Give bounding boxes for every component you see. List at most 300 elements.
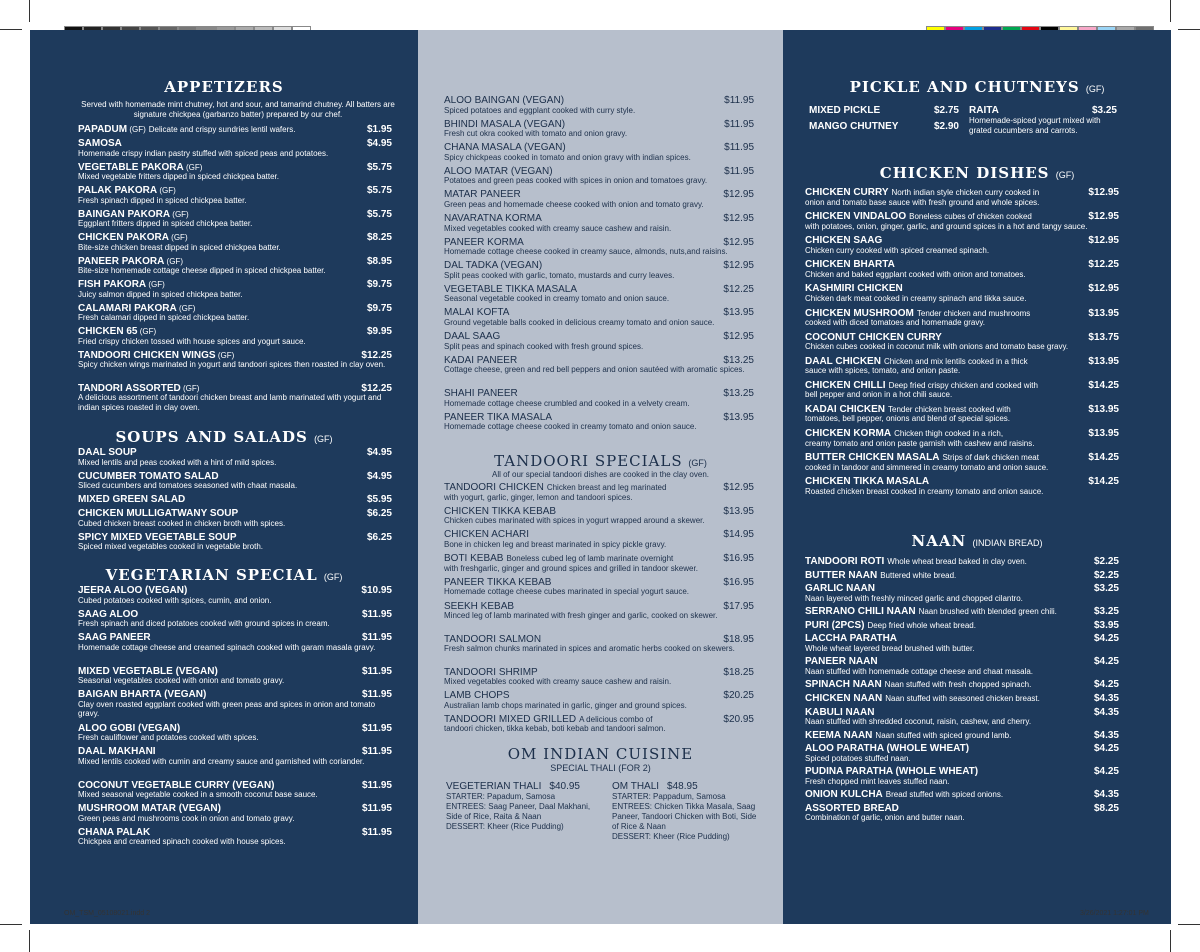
menu-item-inline-desc: Naan stuffed with fresh chopped spinach. <box>884 680 1032 690</box>
menu-item-name: KADAI CHICKEN <box>805 403 885 415</box>
menu-item <box>444 238 754 257</box>
menu-item-price: $13.95 <box>723 411 754 423</box>
menu-item-desc: Bone in chicken leg and breast marinated in spicy pickle gravy. <box>444 539 667 549</box>
menu-item-price: $11.95 <box>361 665 392 677</box>
menu-item <box>78 667 392 686</box>
menu-item-name: TANDOORI ROTI <box>805 556 885 567</box>
menu-item-price: $4.25 <box>1093 743 1119 755</box>
menu-item-desc: Green peas and homemade cheese cooked with onion and tomato gravy. <box>444 199 704 209</box>
menu-item-price: $13.25 <box>723 388 754 400</box>
thali-entrees: ENTREES: Chicken Tikka Masala, Saag Paneer, Tandoori Chicken with Boti, Side of Rice & Naan <box>612 802 757 831</box>
menu-item-price: $5.95 <box>366 494 392 505</box>
menu-item-name: CHICKEN MUSHROOM <box>805 307 914 319</box>
menu-item-desc: Mixed vegetables cooked with creamy sauce cashew and raisin. <box>444 223 672 233</box>
menu-item-price: $18.25 <box>723 666 754 678</box>
menu-item-price: $2.25 <box>1093 556 1119 567</box>
menu-item-price: $3.95 <box>1093 619 1119 631</box>
crop-mark <box>1170 0 1171 22</box>
menu-item-price: $4.35 <box>1093 706 1119 718</box>
menu-item-name: COCONUT VEGETABLE CURRY (VEGAN) <box>78 779 275 791</box>
menu-item-price: $12.95 <box>723 482 754 493</box>
menu-item-price: $12.95 <box>1088 187 1119 198</box>
appetizers-section <box>30 78 418 96</box>
panel-left <box>30 30 418 924</box>
menu-item-desc: Sliced cucumbers and tomatoes seasoned with chaat masala. <box>78 481 298 490</box>
menu-item-price: $4.95 <box>366 470 392 482</box>
menu-item-tag: (GF) <box>171 233 188 242</box>
menu-item <box>78 533 392 552</box>
menu-item-price: $4.25 <box>1093 656 1119 668</box>
menu-item <box>78 610 392 629</box>
menu-item-desc: with freshgarlic, ginger and ground spices and grilled in tandoor skewer. <box>444 563 698 573</box>
om-subtitle: SPECIAL THALI (FOR 2) <box>550 763 651 773</box>
menu-item-price: $12.95 <box>723 260 754 272</box>
menu-item-price: $8.95 <box>366 255 392 267</box>
menu-item-inline-desc: Boneless cubes of chicken cooked <box>909 212 1032 222</box>
menu-item <box>78 828 392 847</box>
menu-item-price: $13.95 <box>1088 307 1119 319</box>
menu-item-price: $13.95 <box>723 307 754 319</box>
raita-desc: Homemade-spiced yogurt mixed with grated cucumbers and carrots. <box>969 116 1101 135</box>
menu-item-price: $11.95 <box>724 142 754 154</box>
menu-item-name: DAL TADKA (VEGAN) <box>444 260 543 272</box>
menu-item <box>805 453 1119 472</box>
thali-dessert: DESSERT: Kheer (Rice Pudding) <box>612 832 730 841</box>
menu-item-desc: Spiced potatoes stuffed naan. <box>805 753 911 763</box>
menu-item-desc: Fresh chopped mint leaves stuffed naan. <box>805 776 950 786</box>
menu-item-name: CHICKEN KORMA <box>805 428 892 439</box>
menu-item-desc: Clay oven roasted eggplant cooked with green peas and spices in onion and tomato gravy. <box>78 699 376 718</box>
menu-item-inline-desc: Buttered white bread. <box>880 570 957 580</box>
menu-item-price: $3.25 <box>1093 583 1119 595</box>
menu-item <box>444 602 754 621</box>
menu-item-price: $12.25 <box>723 283 754 295</box>
menu-item-desc: Chicken curry cooked with spiced creamed spinach. <box>805 245 990 255</box>
menu-item-name: PANEER TIKKA KEBAB <box>444 576 552 588</box>
menu-item-price: $13.95 <box>1088 403 1119 415</box>
menu-item <box>78 304 392 323</box>
menu-item-price: $20.25 <box>723 690 754 702</box>
menu-item-name: MATAR PANEER <box>444 189 521 201</box>
menu-item-price: $4.95 <box>366 138 392 149</box>
menu-item-desc: Split peas and spinach cooked with fresh ground spices. <box>444 341 644 351</box>
menu-item-desc: Cottage cheese, green and red bell peppers and onion sautéed with aromatic spices. <box>444 365 745 375</box>
menu-item <box>444 214 754 233</box>
menu-item-name: SEEKH KEBAB <box>444 600 515 612</box>
menu-item-name: JEERA ALOO (VEGAN) <box>78 585 188 596</box>
menu-item-price: $12.25 <box>1088 259 1119 271</box>
menu-item-price: $5.75 <box>366 208 392 220</box>
menu-item-desc: creamy tomato and onion paste garnish with cashew and raisins. <box>805 438 1035 448</box>
menu-item-desc: Ground vegetable balls cooked in delicious creamy tomato and onion sauce. <box>444 317 715 327</box>
menu-item-name: PAPADUM <box>78 124 128 135</box>
menu-item <box>78 280 392 299</box>
menu-item <box>78 586 392 605</box>
menu-item <box>805 708 1119 727</box>
menu-item-desc: bell pepper and onion in a hot chili sauce. <box>805 390 953 400</box>
menu-item-price: $13.95 <box>723 505 754 517</box>
menu-item-desc: Seasonal vegetable cooked in creamy tomato and onion sauce. <box>444 294 670 304</box>
menu-item <box>805 680 1119 690</box>
menu-item <box>444 332 754 351</box>
menu-item <box>444 96 754 115</box>
menu-item-name: SHAHI PANEER <box>444 388 518 400</box>
appetizers-note: Served with homemade mint chutney, hot and sour, and tamarind chutney. All batters are signature chickpea (garbanzo batter) prepared by our chef. <box>81 100 395 119</box>
thali-entrees: ENTREES: Saag Paneer, Daal Makhani, Side of Rice, Raita & Naan <box>446 802 591 821</box>
crop-mark <box>29 930 30 952</box>
menu-item <box>805 212 1119 231</box>
menu-item-price: $12.95 <box>1088 211 1119 223</box>
crop-mark <box>0 924 22 925</box>
menu-item <box>805 657 1119 676</box>
menu-item-inline-desc: Whole wheat bread baked in clay oven. <box>887 557 1027 566</box>
menu-item-price: $11.95 <box>361 746 392 757</box>
menu-item <box>444 285 754 304</box>
panel-middle <box>418 30 783 924</box>
menu-item-price: $9.75 <box>366 279 392 290</box>
menu-item-price: $13.75 <box>1088 331 1119 343</box>
menu-item-name: CHICKEN ACHARI <box>444 529 530 541</box>
thali-vegetarian <box>446 782 606 832</box>
menu-item <box>444 389 754 408</box>
menu-item-name: BAINGAN PAKORA <box>78 208 171 220</box>
menu-item-desc: Fresh calamari dipped in spiced chickpea batter. <box>78 313 250 322</box>
menu-item-desc: Mixed lentils and peas cooked with a hint of mild spices. <box>78 457 277 467</box>
menu-item-name: CHICKEN CHILLI <box>805 379 886 391</box>
menu-item-price: $11.95 <box>724 118 754 130</box>
menu-item-price: $9.95 <box>366 326 392 337</box>
crop-mark <box>29 0 30 22</box>
menu-item-price: $13.95 <box>1088 355 1119 367</box>
menu-item <box>805 607 1119 617</box>
naan-title: NAAN (INDIAN BREAD) <box>911 532 1043 550</box>
menu-item-desc: Chicken dark meat cooked in creamy spinach and tikka sauce. <box>805 293 1027 303</box>
menu-item <box>78 448 392 467</box>
menu-item-name: LACCHA PARATHA <box>805 633 898 645</box>
menu-item-tag: (GF) <box>185 162 203 172</box>
menu-item <box>444 167 754 186</box>
menu-item-desc: Spicy chickpeas cooked in tomato and onion gravy with indian spices. <box>444 152 691 162</box>
footer-file-label: OM_TSM_05108021.indd 2 <box>64 910 150 917</box>
menu-item-desc: Split peas cooked with garlic, tomato, mustards and curry leaves. <box>444 270 675 280</box>
crop-mark <box>1178 29 1200 30</box>
menu-item <box>805 694 1119 704</box>
menu-item <box>805 309 1119 328</box>
menu-item <box>805 584 1119 603</box>
menu-item-name: LAMB CHOPS <box>444 690 510 702</box>
menu-item-inline-desc: Deep fried whole wheat bread. <box>867 620 976 630</box>
menu-item <box>78 633 392 652</box>
menu-item-desc: Homemade crispy indian pastry stuffed with spiced peas and potatoes. <box>78 148 329 158</box>
menu-item <box>805 284 1119 303</box>
panel-right <box>783 30 1171 924</box>
menu-item-name: BUTTER NAAN <box>805 569 878 581</box>
menu-item-price: $11.95 <box>724 165 754 177</box>
menu-item-price: $13.95 <box>1088 428 1119 439</box>
menu-item <box>444 507 754 526</box>
menu-item-name: ALOO PARATHA (WHOLE WHEAT) <box>805 743 970 755</box>
menu-item-desc: Chicken cubes cooked in coconut milk with onions and tomato base gravy. <box>805 342 1069 352</box>
menu-item-price: $11.95 <box>724 95 754 106</box>
menu-item <box>805 188 1119 207</box>
menu-item <box>444 554 754 573</box>
menu-item-name: BAIGAN BHARTA (VEGAN) <box>78 689 207 700</box>
menu-item-inline-desc: Naan stuffed with spiced ground lamb. <box>875 730 1012 740</box>
menu-item-name: TANDOORI CHICKEN <box>444 482 544 493</box>
menu-item <box>805 804 1119 823</box>
menu-item <box>78 495 392 505</box>
menu-item-desc: Homemade cottage cheese cooked in creamy tomato and onion sauce. <box>444 422 697 432</box>
chicken-title: CHICKEN DISHES (GF) <box>879 164 1075 182</box>
menu-item-name: CHICKEN PAKORA <box>78 232 169 243</box>
menu-item <box>444 356 754 375</box>
menu-item-name: SPICY MIXED VEGETABLE SOUP <box>78 531 237 543</box>
menu-item <box>805 731 1119 741</box>
tandoori-note: All of our special tandoori dishes are cooked in the clay oven. <box>491 470 709 479</box>
menu-item-desc: Australian lamb chops marinated in garlic, ginger and ground spices. <box>444 700 687 710</box>
menu-item-name: CHANA MASALA (VEGAN) <box>444 142 566 154</box>
menu-item-name: SERRANO CHILI NAAN <box>805 606 916 618</box>
menu-item-name: PANEER NAAN <box>805 656 878 668</box>
appetizers-title: APPETIZERS <box>164 78 284 96</box>
menu-item <box>444 530 754 549</box>
menu-item-desc: Cubed chicken breast cooked in chicken broth with spices. <box>78 518 286 528</box>
menu-item <box>444 261 754 280</box>
menu-item-desc: Homemade cottage cheese cooked in creamy sauce, almonds, nuts,and raisins. <box>444 247 728 257</box>
menu-item-price: $11.95 <box>361 632 392 643</box>
tandoori-title: TANDOORI SPECIALS (GF) <box>494 452 707 470</box>
menu-item-desc: Fresh cut okra cooked with tomato and onion gravy. <box>444 129 628 139</box>
menu-item-name: VEGETABLE TIKKA MASALA <box>444 283 578 295</box>
menu-item-name: CALAMARI PAKORA <box>78 302 177 314</box>
menu-item-desc: Potatoes and green peas cooked with spices in onion and tomatoes gravy. <box>444 176 708 186</box>
menu-item-name: MUSHROOM MATAR (VEGAN) <box>78 803 221 814</box>
crop-mark <box>1170 930 1171 952</box>
menu-item <box>444 715 754 734</box>
soups-title: SOUPS AND SALADS (GF) <box>115 428 333 446</box>
menu-item-desc: Bite-size chicken breast dipped in spiced chickpea batter. <box>78 242 281 252</box>
menu-item-desc: with yogurt, garlic, ginger, lemon and tandoori spices. <box>444 492 633 502</box>
menu-item-price: $11.95 <box>361 779 392 791</box>
menu-item-inline-desc: Boneless cubed leg of lamb marinate overnight <box>506 554 674 564</box>
menu-item-name: PANEER TIKA MASALA <box>444 411 553 423</box>
pickle-item-mango: MANGO CHUTNEY $2.90 <box>809 121 959 132</box>
menu-item <box>805 790 1119 800</box>
menu-item-name: DAAL MAKHANI <box>78 746 156 757</box>
menu-item-inline-desc: Bread stuffed with spiced onions. <box>885 790 1004 800</box>
menu-item-desc: tomatoes, bell pepper, onions and blend of special spices. <box>805 414 1011 424</box>
menu-item-desc: Chicken cubes marinated with spices in yogurt wrapped around a skewer. <box>444 516 705 526</box>
menu-item-price: $12.25 <box>361 349 392 361</box>
menu-item <box>78 125 392 135</box>
menu-item-name: MIXED VEGETABLE (VEGAN) <box>78 665 218 677</box>
menu-item-price: $12.25 <box>361 382 392 394</box>
menu-item <box>444 578 754 597</box>
menu-item <box>805 260 1119 279</box>
menu-item-desc: Whole wheat layered bread brushed with butter. <box>805 643 975 653</box>
menu-item-price: $16.95 <box>723 553 754 565</box>
menu-item-desc: tandoori chicken, tikka kebab, boti kebab and tandoori salmon. <box>444 724 666 734</box>
menu-item-desc: Naan stuffed with shredded coconut, raisin, cashew, and cherry. <box>805 717 1032 727</box>
menu-item-price: $4.35 <box>1093 789 1119 801</box>
menu-item-inline-desc: Deep fried crispy chicken and cooked with <box>888 380 1038 390</box>
menu-item-name: CHICKEN CURRY <box>805 187 889 198</box>
menu-item-inline-desc: Tender chicken breast cooked with <box>888 404 1011 414</box>
menu-item <box>805 744 1119 763</box>
menu-item <box>78 509 392 528</box>
menu-item-price: $14.25 <box>1088 476 1119 488</box>
menu-item-name: CHANA PALAK <box>78 826 151 838</box>
menu-item-desc: sauce with spices, tomato, and onion paste. <box>805 366 961 376</box>
menu-item-desc: Mixed seasonal vegetable cooked in a smooth coconut base sauce. <box>78 790 318 799</box>
thali-dessert: DESSERT: Kheer (Rice Pudding) <box>446 822 564 831</box>
menu-item-price: $4.95 <box>366 447 392 458</box>
menu-item-desc: Homemade cottage cheese crumbled and cooked in a velvety cream. <box>444 398 690 408</box>
menu-item-name: TANDOORI SHRIMP <box>444 666 538 678</box>
menu-item <box>805 333 1119 352</box>
menu-item-price: $4.25 <box>1093 766 1119 778</box>
menu-item-desc: Juicy salmon dipped in spiced chickpea batter. <box>78 289 243 299</box>
menu-item-name: KADAI PANEER <box>444 354 518 366</box>
menu-item <box>444 413 754 432</box>
menu-item-tag: (GF) <box>172 209 189 219</box>
menu-item-name: DAAL SOUP <box>78 447 137 458</box>
menu-item-name: SPINACH NAAN <box>805 679 882 691</box>
menu-item <box>78 747 392 766</box>
menu-item-name: TANDOORI CHICKEN WINGS <box>78 349 216 361</box>
menu-item-name: FISH PAKORA <box>78 279 147 290</box>
menu-item-desc: Fried crispy chicken tossed with house spices and yogurt sauce. <box>78 336 306 346</box>
menu-item-tag: (GF) <box>159 186 176 195</box>
menu-item-desc: with potatoes, onion, ginger, garlic, and ground spices in a hot and tangy sauce. <box>805 221 1088 231</box>
menu-item-price: $12.95 <box>723 236 754 248</box>
thali-price: $40.95 <box>549 781 580 792</box>
menu-item <box>805 236 1119 255</box>
menu-item-price: $4.25 <box>1093 633 1119 645</box>
pickle-item-raita: RAITA $3.25 Homemade-spiced yogurt mixed with grated cucumbers and carrots. <box>969 105 1117 135</box>
menu-item-inline-desc: Strips of dark chicken meat <box>942 453 1039 463</box>
menu-item-inline-desc: Delicate and crispy sundries lentil wafers. <box>148 125 296 134</box>
menu-item-name: ONION KULCHA <box>805 789 883 801</box>
menu-item-name: BOTI KEBAB <box>444 553 504 565</box>
menu-item-desc: Seasonal vegetables cooked with onion and tomato gravy. <box>78 676 285 685</box>
menu-item-desc: Fresh spinach and diced potatoes cooked with ground spices in cream. <box>78 619 330 628</box>
menu-item-price: $11.95 <box>361 803 392 814</box>
menu-item-name: CHICKEN 65 <box>78 326 138 337</box>
thali-price: $48.95 <box>667 781 698 792</box>
menu-item-desc: Fresh salmon chunks marinated in spices and aromatic herbs cooked on skewers. <box>444 644 735 653</box>
menu-item-name: TANDOORI MIXED GRILLED <box>444 713 577 725</box>
menu-item-name: SAMOSA <box>78 138 122 149</box>
menu-item-price: $8.25 <box>1093 802 1119 814</box>
menu-item-desc: cooked with diced tomatoes and homemade gravy. <box>805 318 985 327</box>
pickle-title: PICKLE AND CHUTNEYS (GF) <box>849 78 1105 96</box>
menu-item <box>805 571 1119 581</box>
menu-item <box>78 257 392 276</box>
menu-item-name: CHICKEN TIKKA KEBAB <box>444 505 557 517</box>
menu-item-desc: Chicken and baked eggplant cooked with onion and tomatoes. <box>805 269 1026 279</box>
menu-item-desc: Minced leg of lamb marinated with fresh ginger and garlic, cooked on skewer. <box>444 611 718 620</box>
menu-item-name: CHICKEN SAAG <box>805 235 883 247</box>
menu-item-desc: Spiced potatoes and eggplant cooked with curry style. <box>444 105 636 115</box>
menu-item <box>444 691 754 710</box>
menu-item-price: $11.95 <box>361 722 392 734</box>
menu-item-price: $14.25 <box>1088 379 1119 391</box>
menu-item-tag: (GF) <box>217 350 235 360</box>
menu-item-price: $8.25 <box>366 232 392 243</box>
menu-item <box>78 139 392 158</box>
menu-item-name: MIXED GREEN SALAD <box>78 494 186 505</box>
menu-item-desc: Bite-size homemade cottage cheese dipped in spiced chickpea batter. <box>78 266 326 275</box>
menu-item-price: $4.35 <box>1093 729 1119 741</box>
menu-item-inline-desc: Chicken breast and leg marinated <box>546 483 667 492</box>
menu-item-price: $16.95 <box>723 576 754 588</box>
menu-item-name: NAVARATNA KORMA <box>444 213 542 224</box>
menu-item-name: ALOO MATAR (VEGAN) <box>444 165 553 177</box>
menu-item-inline-desc: Chicken and mix lentils cooked in a thick <box>883 356 1028 366</box>
menu-item-name: PALAK PAKORA <box>78 185 158 196</box>
menu-item-price: $12.95 <box>1088 235 1119 247</box>
menu-item-price: $18.95 <box>723 633 754 645</box>
menu-item <box>78 163 392 182</box>
menu-item-price: $20.95 <box>723 713 754 725</box>
menu-item-name: GARLIC NAAN <box>805 583 875 595</box>
menu-item-price: $2.25 <box>1093 569 1119 581</box>
menu-item <box>805 405 1119 424</box>
menu-item-desc: Fresh spinach dipped in spiced chickpea batter. <box>78 195 247 205</box>
menu-item-name: DAAL CHICKEN <box>805 355 881 367</box>
menu-item-price: $17.95 <box>723 600 754 612</box>
menu-item <box>805 621 1119 631</box>
menu-item-name: MALAI KOFTA <box>444 307 510 319</box>
menu-item-inline-desc: Chicken thigh cooked in a rich, <box>894 429 1004 438</box>
menu-item-name: ALOO GOBI (VEGAN) <box>78 722 181 734</box>
menu-item-inline-desc: A delicious combo of <box>579 714 653 724</box>
menu-item <box>78 210 392 229</box>
menu-item-price: $6.25 <box>366 508 392 519</box>
menu-item-price: $12.95 <box>723 331 754 342</box>
footer-timestamp: 3/26/2021 1:27:01 PM <box>1080 910 1149 917</box>
menu-item <box>78 351 392 370</box>
menu-item <box>444 190 754 209</box>
menu-item-desc: Homemade cottage cheese cubes marinated in special yogurt sauce. <box>444 587 690 597</box>
menu-item-tag: (GF) <box>178 303 196 313</box>
menu-item-price: $11.95 <box>361 608 392 620</box>
menu-item-price: $5.75 <box>366 185 392 196</box>
menu-item <box>78 472 392 491</box>
menu-item-desc: Mixed lentils cooked with cumin and creamy sauce and garnished with coriander. <box>78 756 365 766</box>
menu-item-name: PUDINA PARATHA (WHOLE WHEAT) <box>805 766 979 778</box>
menu-item-price: $14.25 <box>1088 452 1119 464</box>
menu-item-tag: (GF) <box>139 327 157 336</box>
menu-item <box>78 186 392 205</box>
thali-om <box>612 782 762 842</box>
menu-item-price: $1.95 <box>366 124 392 135</box>
menu-item <box>78 327 392 346</box>
menu-item <box>78 384 392 413</box>
menu-item-price: $13.25 <box>723 354 754 366</box>
menu-item-price: $12.95 <box>723 189 754 201</box>
menu-item-desc: Mixed vegetable fritters dipped in spiced chickpea batter. <box>78 172 280 181</box>
menu-item-price: $12.95 <box>723 213 754 224</box>
menu-item-price: $5.75 <box>366 161 392 173</box>
menu-item <box>805 767 1119 786</box>
thali-name: OM THALI <box>612 781 660 792</box>
menu-item-desc: Green peas and mushrooms cook in onion and tomato gravy. <box>78 813 295 823</box>
menu-item-name: SAAG ALOO <box>78 608 139 620</box>
menu-item-price: $10.95 <box>361 585 392 596</box>
menu-item-inline-desc: Naan stuffed with seasoned chicken breast. <box>885 694 1040 703</box>
